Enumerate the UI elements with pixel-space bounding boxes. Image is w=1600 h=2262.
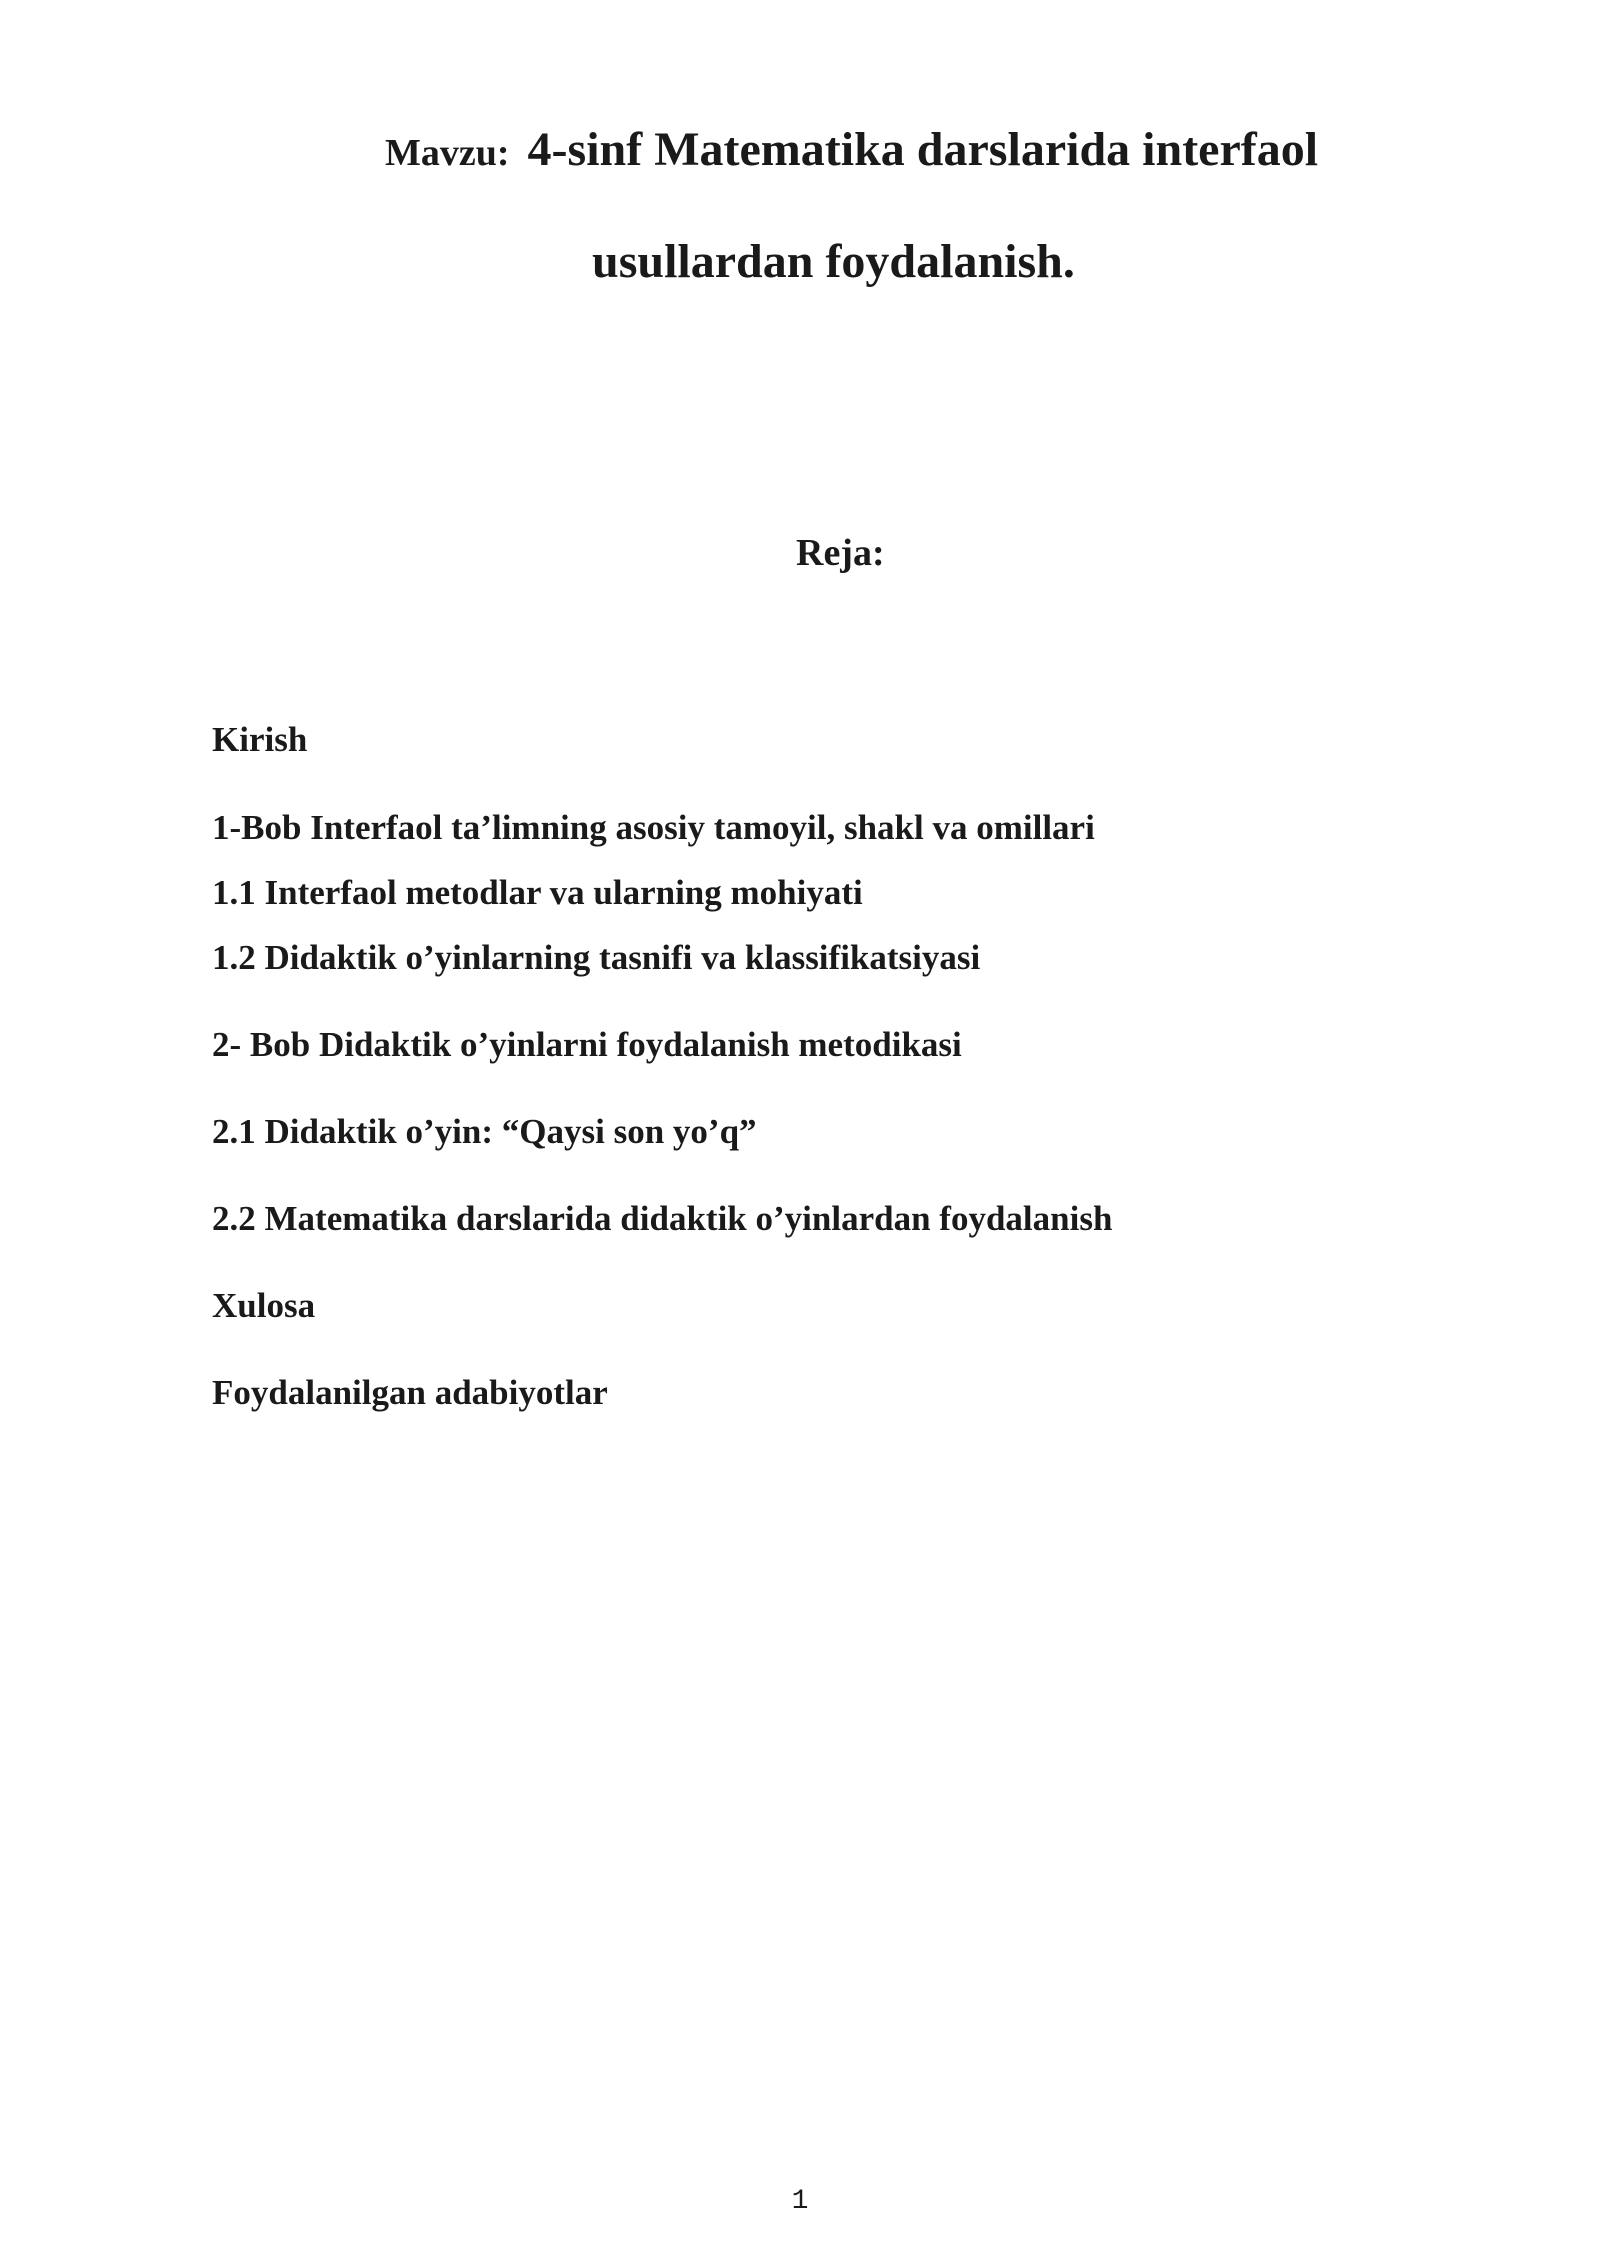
title-line-1 [385, 120, 1318, 191]
toc-item-xulosa: Xulosa [212, 1286, 316, 1325]
page-number: 1 [791, 2186, 809, 2217]
topic-label: Mavzu: [385, 132, 510, 174]
toc-item-chapter-2: 2- Bob Didaktik o’yinlarni foydalanish metodikasi [212, 1025, 962, 1064]
toc-item-kirish: Kirish [212, 720, 308, 759]
toc-item-section-2-2: 2.2 Matematika darslarida didaktik o’yinlardan foydalanish [212, 1199, 1113, 1238]
toc-item-section-1-1: 1.1 Interfaol metodlar va ularning mohiyati [212, 873, 863, 912]
toc-item-section-1-2: 1.2 Didaktik o’yinlarning tasnifi va klassifikatsiyasi [212, 938, 981, 977]
title-text-line-1: 4-sinf Matematika darslarida interfaol [527, 123, 1319, 176]
title-text-line-2: usullardan foydalanish. [592, 235, 1075, 288]
toc-item-references: Foydalanilgan adabiyotlar [212, 1373, 608, 1412]
toc-item-chapter-1: 1-Bob Interfaol ta’limning asosiy tamoyil, shakl va omillari [212, 808, 1095, 847]
plan-heading: Reja: [796, 532, 885, 574]
toc-item-section-2-1: 2.1 Didaktik o’yin: “Qaysi son yo’q” [212, 1112, 757, 1151]
